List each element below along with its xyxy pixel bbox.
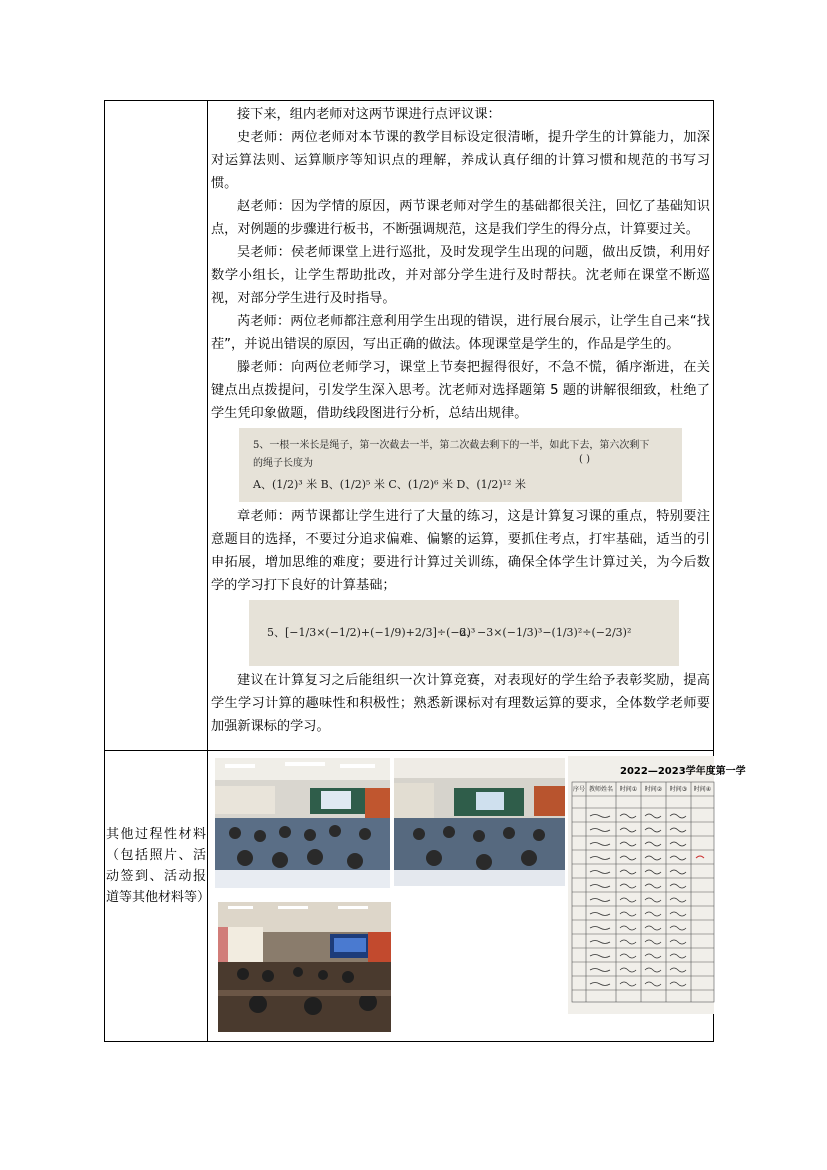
- signin-sheet-photo: [568, 756, 746, 1014]
- signin-header-cell: 教师姓名: [588, 786, 613, 793]
- problem5-options: A、(1/2)³ 米 B、(1/2)⁵ 米 C、(1/2)⁶ 米 D、(1/2)¹² 米: [253, 478, 526, 491]
- classroom-photo-2: [394, 758, 565, 886]
- formulas-photo: [249, 600, 679, 666]
- problem5-bracket: ( ): [579, 454, 590, 465]
- problem5-line2: 的绳子长度为: [253, 458, 313, 469]
- meeting-room-photo: [218, 902, 391, 1032]
- document-table: [104, 100, 746, 1042]
- review-shi: 史老师：两位老师对本节课的教学目标设定很清晰，提升学生的计算能力，加深对运算法则、运算顺序等知识点的理解，养成认真仔细的计算习惯和规范的书写习惯。: [211, 130, 710, 191]
- problem5-photo: [239, 428, 682, 502]
- formula-5: 5、[−1/3×(−1/2)+(−1/9)+2/3]÷(−2)³: [267, 626, 476, 639]
- review-zhang: 章老师：两节课都让学生进行了大量的练习，这是计算复习课的重点，特别要注意题目的选择，不要过分追求偏难、偏繁的运算，要抓住考点，打牢基础，适当的引申拓展，增加思维的难度；要进行计算过关训练，确保全体学生计算过关，为今后数学的学习打下良好的计算基础；: [211, 509, 710, 593]
- signin-header-cell: 时间②: [644, 786, 663, 793]
- review-teng: 滕老师：向两位老师学习，课堂上节奏把握得很好，不急不慌，循序渐进，在关键点出点拨提问，引发学生深入思考。沈老师对选择题第 5 题的讲解很细致，杜绝了学生凭印象做题，借助线段图进行分析，总结出规律。: [211, 360, 710, 421]
- signin-header-cell: 序号: [572, 786, 585, 793]
- signin-header-row: [572, 784, 714, 793]
- review-zhao: 赵老师：因为学情的原因，两节课老师对学生的基础都很关注，回忆了基础知识点，对例题的步骤进行板书，不断强调规范，这是我们学生的得分点，计算要过关。: [211, 199, 710, 237]
- materials-label: 其他过程性材料（包括照片、活动签到、活动报道等其他材料等）: [106, 827, 211, 905]
- signin-header-cell: 时间③: [669, 786, 688, 793]
- review-suggestion: 建议在计算复习之后能组织一次计算竞赛，对表现好的学生给予表彰奖励，提高学生学习计算的趣味性和积极性；熟悉新课标对有理数运算的要求，全体数学老师要加强新课标的学习。: [211, 673, 710, 734]
- problem5-line1: 5、一根一米长是绳子，第一次截去一半，第二次截去剩下的一半，如此下去，第六次剩下: [253, 440, 650, 451]
- review-wu: 吴老师：侯老师课堂上进行巡批，及时发现学生出现的问题，做出反馈，利用好数学小组长，让学生帮助批改，并对部分学生进行及时帮扶。沈老师在课堂不断巡视，对部分学生进行及时指导。: [211, 245, 710, 306]
- signin-header-cell: 时间④: [693, 786, 712, 793]
- classroom-photo-1: [215, 758, 390, 888]
- formula-6: 6、−3×(−1/3)³−(1/3)²÷(−2/3)²: [459, 626, 632, 639]
- review-cell: [208, 101, 713, 750]
- signin-title: 2022—2023学年度第一学: [620, 766, 746, 777]
- signin-header-cell: 时间①: [619, 786, 638, 793]
- review-intro: 接下来，组内老师对这两节课进行点评议课：: [237, 107, 501, 122]
- materials-label-cell: [105, 751, 211, 1041]
- review-rui: 芮老师：两位老师都注意利用学生出现的错误，进行展台展示，让学生自己来“找茬”，并说出错误的原因，写出正确的做法。体现课堂是学生的，作品是学生的。: [211, 314, 710, 352]
